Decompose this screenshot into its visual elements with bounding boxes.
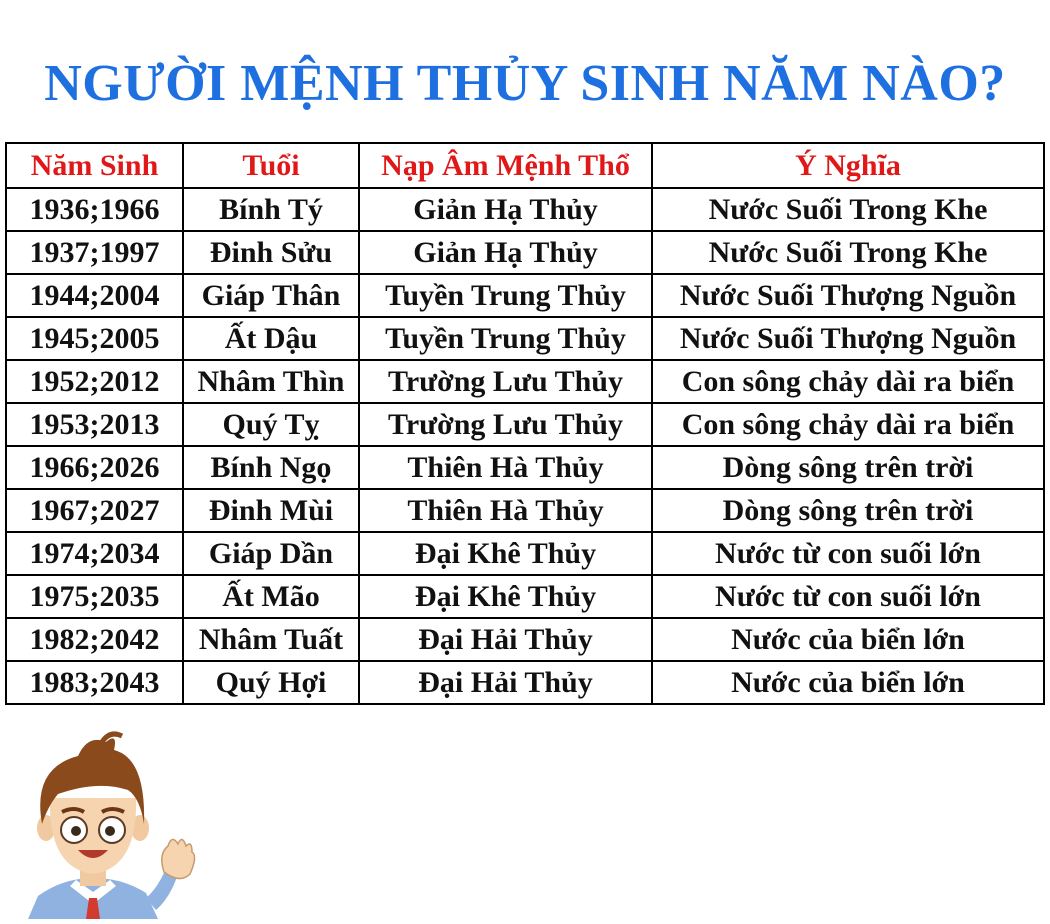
cell-birth-year: 1952;2012 (6, 360, 183, 403)
cell-age: Nhâm Tuất (183, 618, 359, 661)
cell-destiny: Tuyền Trung Thủy (359, 317, 652, 360)
cell-age: Đinh Mùi (183, 489, 359, 532)
cell-destiny: Thiên Hà Thủy (359, 489, 652, 532)
table-row (6, 231, 1044, 274)
cell-meaning: Nước Suối Thượng Nguồn (652, 274, 1044, 317)
table-header-row (6, 143, 1044, 188)
header-age: Tuổi (183, 143, 359, 188)
cartoon-man-waving-icon (18, 728, 208, 919)
cell-meaning: Nước Suối Trong Khe (652, 188, 1044, 231)
cell-age: Ất Mão (183, 575, 359, 618)
cell-meaning: Nước Suối Thượng Nguồn (652, 317, 1044, 360)
table-row (6, 360, 1044, 403)
table-row (6, 403, 1044, 446)
cell-age: Ất Dậu (183, 317, 359, 360)
header-birth-year: Năm Sinh (6, 143, 183, 188)
cell-birth-year: 1945;2005 (6, 317, 183, 360)
table-row (6, 618, 1044, 661)
page-title: NGƯỜI MỆNH THỦY SINH NĂM NÀO? (44, 55, 1006, 112)
cell-destiny: Đại Khê Thủy (359, 532, 652, 575)
cell-meaning: Nước của biển lớn (652, 661, 1044, 704)
table-row (6, 575, 1044, 618)
table-row (6, 274, 1044, 317)
cell-destiny: Thiên Hà Thủy (359, 446, 652, 489)
cell-age: Giáp Dần (183, 532, 359, 575)
cell-meaning: Nước từ con suối lớn (652, 575, 1044, 618)
cell-age: Quý Hợi (183, 661, 359, 704)
cell-birth-year: 1944;2004 (6, 274, 183, 317)
cell-meaning: Dòng sông trên trời (652, 489, 1044, 532)
table-row (6, 317, 1044, 360)
table-row (6, 188, 1044, 231)
cell-birth-year: 1974;2034 (6, 532, 183, 575)
cell-birth-year: 1975;2035 (6, 575, 183, 618)
cell-destiny: Tuyền Trung Thủy (359, 274, 652, 317)
fate-table (5, 142, 1045, 705)
cell-age: Quý Tỵ (183, 403, 359, 446)
cell-destiny: Đại Hải Thủy (359, 661, 652, 704)
cell-meaning: Nước Suối Trong Khe (652, 231, 1044, 274)
cell-birth-year: 1983;2043 (6, 661, 183, 704)
cell-birth-year: 1982;2042 (6, 618, 183, 661)
cell-meaning: Nước từ con suối lớn (652, 532, 1044, 575)
cell-age: Giáp Thân (183, 274, 359, 317)
cell-destiny: Giản Hạ Thủy (359, 188, 652, 231)
cell-meaning: Nước của biển lớn (652, 618, 1044, 661)
cell-age: Nhâm Thìn (183, 360, 359, 403)
cell-age: Bính Tý (183, 188, 359, 231)
header-destiny: Nạp Âm Mệnh Thổ (359, 143, 652, 188)
header-meaning: Ý Nghĩa (652, 143, 1044, 188)
cell-destiny: Đại Khê Thủy (359, 575, 652, 618)
cell-meaning: Con sông chảy dài ra biển (652, 360, 1044, 403)
fate-table-container (5, 142, 1045, 705)
table-row (6, 532, 1044, 575)
cell-destiny: Trường Lưu Thủy (359, 360, 652, 403)
cell-birth-year: 1953;2013 (6, 403, 183, 446)
table-row (6, 661, 1044, 704)
cell-meaning: Con sông chảy dài ra biển (652, 403, 1044, 446)
cell-birth-year: 1937;1997 (6, 231, 183, 274)
cell-destiny: Đại Hải Thủy (359, 618, 652, 661)
cell-age: Bính Ngọ (183, 446, 359, 489)
cell-meaning: Dòng sông trên trời (652, 446, 1044, 489)
cell-destiny: Giản Hạ Thủy (359, 231, 652, 274)
table-body (6, 188, 1044, 704)
cell-age: Đinh Sửu (183, 231, 359, 274)
cell-birth-year: 1936;1966 (6, 188, 183, 231)
table-row (6, 489, 1044, 532)
table-row (6, 446, 1044, 489)
cell-destiny: Trường Lưu Thủy (359, 403, 652, 446)
cell-birth-year: 1966;2026 (6, 446, 183, 489)
cell-birth-year: 1967;2027 (6, 489, 183, 532)
